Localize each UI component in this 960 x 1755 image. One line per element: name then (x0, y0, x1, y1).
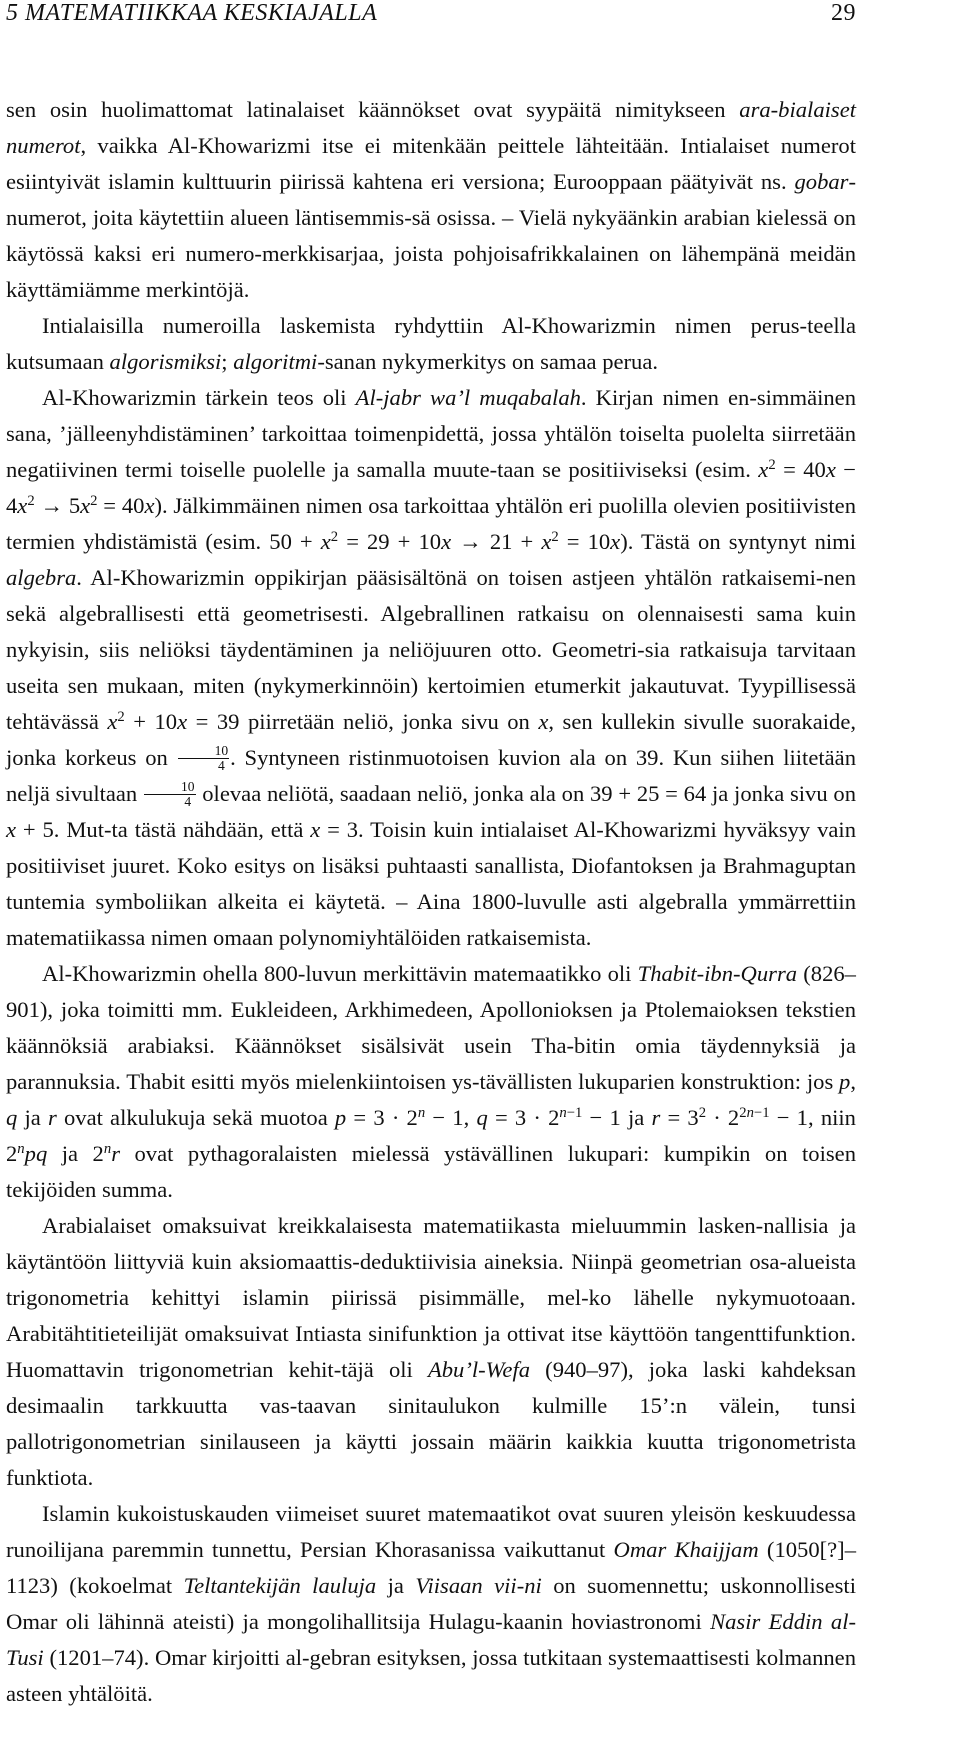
paragraph-2: Intialaisilla numeroilla laskemista ryhdyttiin Al-Khowarizmin nimen perus-teella kutsumaan algorismiksi; algoritmi-sanan nykymerkitys on samaa perua. (6, 313, 856, 374)
running-header (6, 0, 856, 40)
paragraph-1: sen osin huolimattomat latinalaiset käännökset ovat syypäitä nimitykseen ara-bialaiset numerot, vaikka Al-Khowarizmi itse ei mitenkään peittele lähteitään. Intialaiset numerot esiintyivät islamin kulttuurin piirissä kahtena eri versiona; Eurooppaan päätyivät ns. gobar-numerot, joita käytettiin alueen läntisemmis-sä osissa. – Vielä nykyäänkin arabian kielessä on käytössä kaksi eri numero-merkkisarjaa, joista pohjoisafrikkalainen on lähempänä meidän käyttämiämme merkintöjä. (6, 97, 856, 302)
body-text (6, 92, 856, 1712)
paragraph-3: Al-Khowarizmin tärkein teos oli Al-jabr wa’l muqabalah. Kirjan nimen en-simmäinen sana, ’jälleenyhdistäminen’ tarkoittaa toimenpidettä, jossa yhtälön toiselta puolelta siirretään negatiivinen termi toiselle puolelle ja samalla muute-taan se positiiviseksi (esim. $x^2 = 40x - 4x^2 \to 5x^2 = 40x$). Jälkimmäinen nimen osa tarkoittaa yhtälön eri puolilla olevien positiivisten termien yhdistämistä (esim. $50 + x^2 = 29 + 10x \to 21 + x^2 = 10x$). Tästä on syntynyt nimi algebra. Al-Khowarizmin oppikirjan pääsisältönä on toisen astjeen yhtälön ratkaisemi-nen sekä algebrallisesti että geometrisesti. Algebrallinen ratkaisu on olennaisesti sama kuin nykyisin, siis neliöksi täydentäminen ja neliöjuuren otto. Geometri-sia ratkaisuja tarvitaan useita sen mukaan, miten (nykymerkinnöin) kertoimien etumerkit jakautuvat. Tyypillisessä tehtävässä $x^2 + 10x = 39$ piirretään neliö, jonka sivu on x, sen kullekin sivulle suorakaide, jonka korkeus on $\frac{10}{4}$ . Syntyneen ristinmuotoisen kuvion ala on 39. Kun siihen liitetään neljä sivultaan $\frac{10}{4}$ olevaa neliötä, saadaan neliö, jonka ala on 39 + 25 = 64 ja jonka sivu on x + 5. Mut-ta tästä nähdään, että x = 3. Toisin kuin intialaiset Al-Khowarizmi hyväksyy vain positiiviset juuret. Koko esitys on lisäksi puhtaasti sanallista, Diofantoksen ja Brahmaguptan tuntemia symboliikan alkeita ei käytetä. – Aina 1800-luvulle asti algebralla ymmärrettiin matematiikassa nimen omaan polynomiyhtälöiden ratkaisemista. (6, 385, 857, 950)
paragraph-4: Al-Khowarizmin ohella 800-luvun merkittävin matemaatikko oli Thabit-ibn-Qurra (826–901), joka toimitti mm. Eukleideen, Arkhimedeen, Apollonioksen ja Ptolemaioksen tekstien käännöksiä arabiaksi. Käännökset sisälsivät usein Tha-bitin omia täydennyksiä ja parannuksia. Thabit esitti myös mielenkiintoisen ys-tävällisten lukuparien konstruktion: jos p, q ja r ovat alkulukuja sekä muotoa $p = 3 \cdot 2^n - 1$, $q = 3 \cdot 2^{n-1} - 1$ ja $r = 3^2 \cdot 2^{2n-1} - 1$, niin 2$^n$pq ja 2$^n$r ovat pythagoralaisten mielessä ystävällinen lukupari: kumpikin on toisen tekijöiden summa. (6, 961, 856, 1202)
page-number: 29 (831, 0, 856, 26)
paragraph-5: Arabialaiset omaksuivat kreikkalaisesta matematiikasta mieluummin lasken-nallisia ja käytäntöön liittyviä kuin aksiomaattis-deduktiivisia aineksia. Niinpä geometrian osa-alueista trigonometria kehittyi islamin piirissä pisimmälle, mel-ko lähelle nykymuotoaan. Arabitähtitieteilijät omaksuivat Intiasta sinifunktion ja ottivat itse käyttöön tangenttifunktion. Huomattavin trigonometrian kehit-täjä oli Abu’l-Wefa (940–97), joka laski kahdeksan desimaalin tarkkuutta vas-taavan sinitaulukon kulmille 15’:n välein, tunsi pallotrigonometrian sinilauseen ja käytti jossain määrin kaikkia kuutta trigonometrista funktiota. (6, 1213, 856, 1490)
paragraph-6: Islamin kukoistuskauden viimeiset suuret matemaatikot ovat suuren yleisön keskuudessa runoilijana paremmin tunnettu, Persian Khorasanissa vaikuttanut Omar Khaijjam (1050[?]–1123) (kokoelmat Teltantekijän lauluja ja Viisaan vii-ni on suomennettu; uskonnollisesti Omar oli lähinnä ateisti) ja mongolihallitsija Hulagu-kaanin hoviastronomi Nasir Eddin al-Tusi (1201–74). Omar kirjoitti al-gebran esityksen, jossa tutkitaan systemaattisesti kolmannen asteen yhtälöitä. (6, 1501, 857, 1706)
section-title: 5 MATEMATIIKKAA KESKIAJALLA (6, 0, 378, 26)
